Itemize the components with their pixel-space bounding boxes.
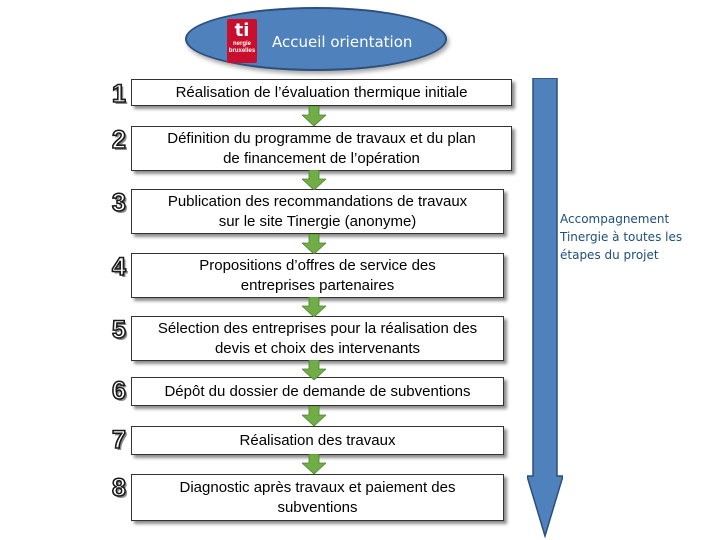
step-box-6 (131, 377, 504, 406)
green-down-arrow-icon (302, 406, 326, 426)
step-8-line2: subventions (277, 498, 358, 516)
step-5-line1: Sélection des entreprises pour la réalisation des (157, 319, 478, 337)
step-4-line2: entreprises partenaires (240, 276, 395, 294)
step-number-5: 5 (112, 316, 126, 344)
step-1-line1: Réalisation de l’évaluation thermique initiale (175, 83, 468, 101)
green-down-arrow-icon (302, 454, 326, 474)
step-7-line1: Réalisation des travaux (239, 431, 396, 449)
green-down-arrow-icon (302, 234, 326, 254)
logo-brand-text: nergie (232, 41, 251, 47)
step-2-line2: de financement de l’opération (223, 149, 420, 167)
step-number-1: 1 (112, 80, 126, 108)
step-box-2 (131, 126, 512, 171)
green-down-arrow-icon (302, 297, 326, 317)
step-box-1 (131, 79, 512, 106)
step-number-6: 6 (112, 377, 126, 405)
step-box-7 (131, 426, 504, 455)
step-box-8 (131, 474, 504, 521)
side-caption-line1: Accompagnement (560, 212, 670, 226)
step-number-3: 3 (112, 189, 126, 217)
step-8-line1: Diagnostic après travaux et paiement des (179, 478, 456, 496)
step-4-line1: Propositions d’offres de service des (199, 256, 436, 274)
step-box-4 (131, 253, 504, 298)
green-down-arrow-icon (302, 106, 326, 126)
side-caption-line3: étapes du projet (560, 248, 659, 262)
step-3-line1: Publication des recommandations de travaux (167, 192, 468, 210)
step-5-line2: devis et choix des intervenants (214, 339, 421, 357)
side-caption (560, 210, 690, 264)
header-ellipse (185, 7, 447, 71)
tinergie-logo (227, 19, 257, 63)
step-6-line1: Dépôt du dossier de demande de subventions (164, 382, 471, 400)
logo-sub-text: bruxelles (228, 48, 256, 54)
step-3-line2: sur le site Tinergie (anonyme) (218, 212, 417, 230)
step-number-8: 8 (112, 474, 126, 502)
green-down-arrow-icon (302, 360, 326, 380)
step-2-line1: Définition du programme de travaux et du plan (167, 129, 476, 147)
step-box-5 (131, 316, 504, 361)
side-caption-line2: Tinergie à toutes les (560, 230, 683, 244)
step-number-4: 4 (112, 253, 126, 281)
logo-big-text: ti (234, 20, 250, 41)
green-down-arrow-icon (302, 170, 326, 190)
blue-down-arrow-icon (527, 78, 563, 538)
step-number-2: 2 (112, 126, 126, 154)
step-box-3 (131, 189, 504, 234)
header-title: Accueil orientation (272, 33, 413, 51)
step-number-7: 7 (112, 426, 126, 454)
